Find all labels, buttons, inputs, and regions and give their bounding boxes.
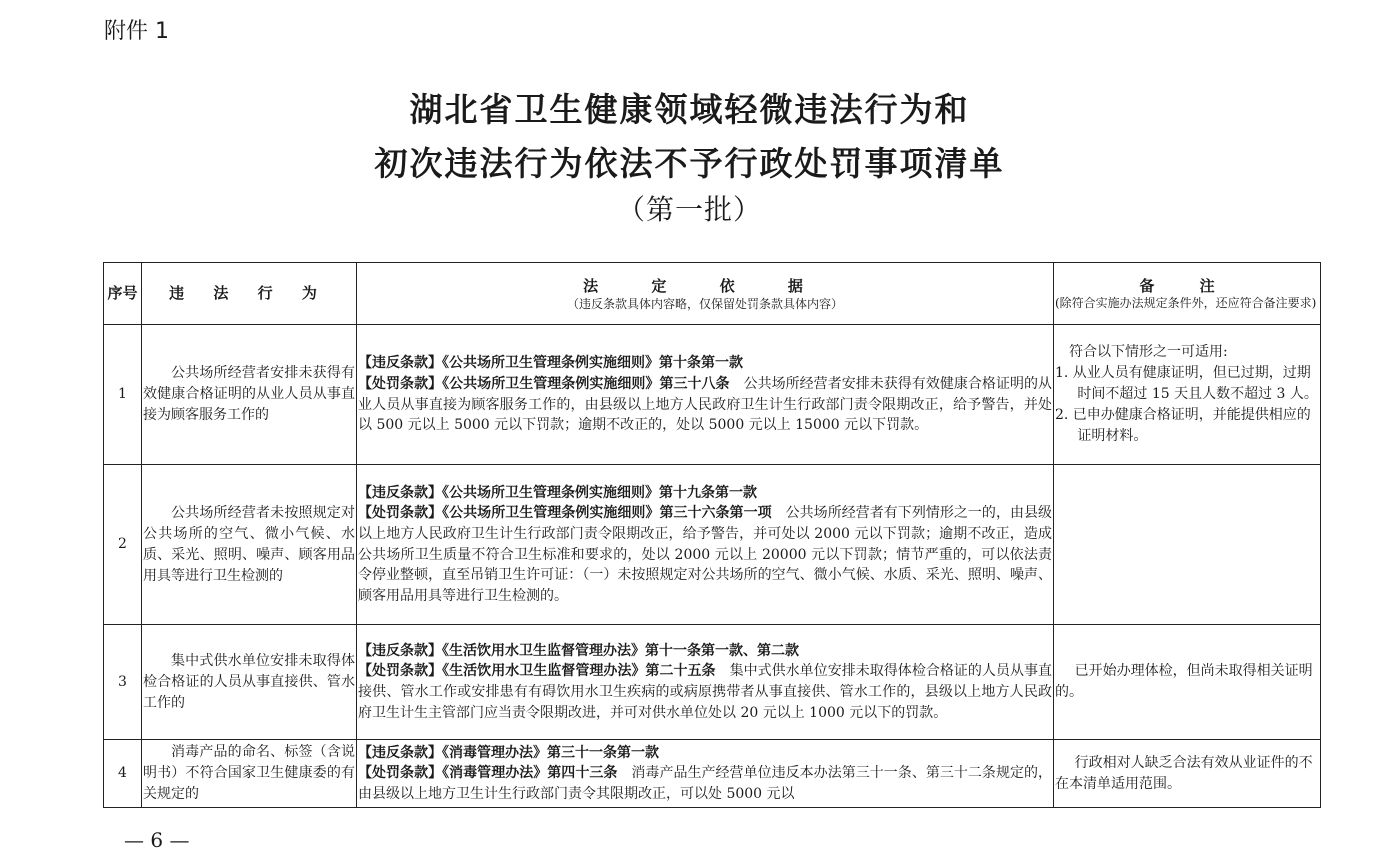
penalty-clause-ref: 《生活饮用水卫生监督管理办法》第二十五条 [442,663,716,680]
penalty-clause [358,763,1052,804]
penalty-clause-label: 【处罚条款】 [358,663,443,680]
penalty-exemption-table [103,262,1321,808]
attachment-label: 附件 1 [104,19,169,44]
remarks-text: 行政相对人缺乏合法有效从业证件的不在本清单适用范围。 [1055,754,1313,792]
penalty-clause-text: 公共场所经营者安排未获得有效健康合格证明的从业人员从事直接为顾客服务工作的，由县级以上地方人民政府卫生计生行政部门责令限期改正，给予警告，并处以 500 元以上 5000 元以下罚款；逾期不改正的，处以 5000 元以上 15000 元以下罚款。 [358,375,1053,434]
row-violation-act: 公共场所经营者未按照规定对公共场所的空气、微小气候、水质、采光、照明、噪声、顾客用品用具等进行卫生检测的 [142,465,357,625]
violation-clause-label: 【违反条款】 [358,355,442,372]
penalty-clause-text: 消毒产品生产经营单位违反本办法第三十一条、第三十二条规定的，由县级以上地方卫生计生行政部门责令其限期改正，可以处 5000 元以 [358,765,1053,802]
violation-clause-ref: 《消毒管理办法》第三十一条第一款 [442,744,659,761]
row-legal-basis [357,465,1054,625]
row-legal-basis [357,740,1054,808]
row-legal-basis [357,625,1054,740]
row-violation-act: 集中式供水单位安排未取得体检合格证的人员从事直接供、管水工作的 [142,625,357,740]
violation-clause-ref: 《公共场所卫生管理条例实施细则》第十九条第一款 [442,484,757,501]
remarks-text: 已开始办理体检，但尚未取得相关证明的。 [1055,663,1313,700]
header-legal-basis-title: 法 定 依 据 [583,276,827,295]
table-header-row [104,263,1321,325]
violation-clause-label: 【违反条款】 [358,744,442,761]
penalty-clause-text: 集中式供水单位安排未取得体检合格证的人员从事直接供、管水工作或安排患有有碍饮用水卫生疾病的或病原携带者从事直接供、管水工作的，县级以上地方人民政府卫生计生主管部门应当责令限期改进，并可对供水单位处以 20 元以上 1000 元以下的罚款。 [358,663,1053,721]
remarks-items [1055,363,1319,447]
header-violation-act: 违 法 行 为 [142,263,357,325]
penalty-clause-label: 【处罚条款】 [358,765,443,782]
row-seq: 1 [104,325,142,465]
row-seq: 4 [104,740,142,808]
row-remarks [1054,740,1321,808]
remarks-item: 1. 从业人员有健康证明，但已过期，过期时间不超过 15 天且人数不超过 3 人。 [1055,365,1318,402]
violation-clause-label: 【违反条款】 [358,642,442,659]
row-legal-basis [357,325,1054,465]
table-row [104,625,1321,740]
row-remarks [1054,625,1321,740]
violation-clause [358,353,1052,374]
penalty-clause [358,503,1052,606]
header-remarks-title: 备 注 [1139,276,1235,295]
violation-clause-ref: 《公共场所卫生管理条例实施细则》第十条第一款 [442,355,743,372]
row-violation-act: 消毒产品的命名、标签（含说明书）不符合国家卫生健康委的有关规定的 [142,740,357,808]
row-seq: 2 [104,465,142,625]
remarks-item: 2. 已申办健康合格证明，并能提供相应的证明材料。 [1055,407,1311,444]
row-seq: 3 [104,625,142,740]
violation-clause [358,641,1052,662]
document-title-batch: （第一批） [616,193,762,226]
table-row [104,465,1321,625]
row-remarks [1054,465,1321,625]
penalty-clause [358,374,1052,436]
header-seq: 序号 [104,263,142,325]
row-remarks [1054,325,1321,465]
violation-clause [358,743,1052,764]
document-title-line1: 湖北省卫生健康领域轻微违法行为和 [409,90,970,129]
document-title-line2: 初次违法行为依法不予行政处罚事项清单 [374,144,1005,183]
penalty-clause-label: 【处罚条款】 [358,505,443,522]
violation-clause-label: 【违反条款】 [358,484,442,501]
violation-clause [358,483,1052,504]
penalty-clause-label: 【处罚条款】 [358,375,443,392]
penalty-clause-ref: 《消毒管理办法》第四十三条 [442,765,618,782]
penalty-clause [358,661,1052,723]
header-legal-basis-subtitle: （违反条款具体内容略，仅保留处罚条款具体内容） [566,296,843,311]
penalty-clause-text: 公共场所经营者有下列情形之一的，由县级以上地方人民政府卫生计生行政部门责令限期改正，给予警告，并可处以 2000 元以下罚款；逾期不改正，造成公共场所卫生质量不符合卫生标准和要求的，处以 2000 元以上 20000 元以下罚款；情节严重的，可以依法责令停业整顿，直至吊销卫生许可证：（一）未按照规定对公共场所的空气、微小气候、水质、采光、照明、噪声、顾客用品用具等进行卫生检测的。 [358,505,1053,604]
header-remarks-subtitle: (除符合实施办法规定条件外，还应符合备注要求) [1055,295,1317,310]
penalty-clause-ref: 《公共场所卫生管理条例实施细则》第三十八条 [442,375,730,392]
violation-clause-ref: 《生活饮用水卫生监督管理办法》第十一条第一款、第二款 [442,642,799,659]
table-row [104,740,1321,808]
row-violation-act: 公共场所经营者安排未获得有效健康合格证明的从业人员从事直接为顾客服务工作的 [142,325,357,465]
header-remarks [1054,263,1321,325]
remarks-intro: 符合以下情形之一可适用: [1069,344,1228,360]
penalty-clause-ref: 《公共场所卫生管理条例实施细则》第三十六条第一项 [442,505,772,522]
page-number: — 6 — [124,828,190,852]
header-legal-basis [357,263,1054,325]
table-row [104,325,1321,465]
